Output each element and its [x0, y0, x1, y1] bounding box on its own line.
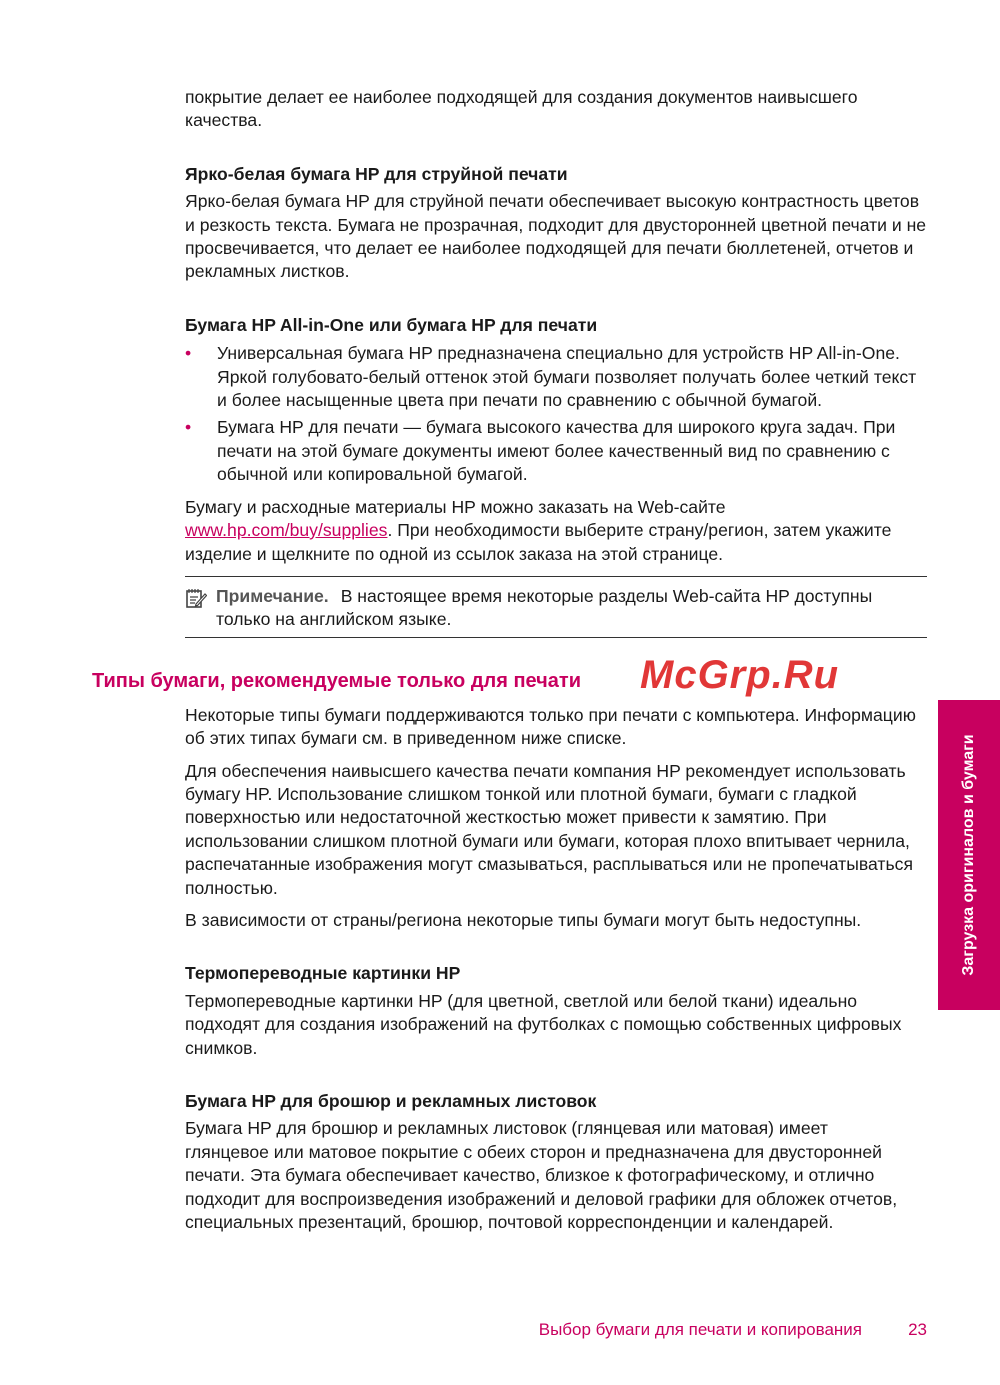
intro-paragraph: покрытие делает ее наиболее подходящей для создания документов наивысшего качества. [185, 87, 858, 131]
note [185, 576, 927, 638]
page-content [92, 86, 930, 1234]
order-text-after: . При необходимости выберите страну/регион, затем укажите изделие и щелкните по одной из ссылок заказа на этой странице. [185, 520, 892, 564]
supplies-link[interactable]: www.hp.com/buy/supplies [185, 520, 388, 541]
bullet-icon: • [185, 417, 192, 438]
bright-white-heading: Ярко-белая бумага HP для струйной печати [185, 163, 568, 184]
note-body [216, 585, 927, 632]
transfer-heading: Термопереводные картинки HP [185, 963, 461, 984]
brochure-text: Бумага HP для брошюр и рекламных листовок (глянцевая или матовая) имеет глянцевое или матовое покрытие с обеих сторон и предназначена для двусторонней печати. Эта бумага обеспечивает качество, близкое к фотографическому, и отлично подходит для воспроизведения изображений и деловой графики для обложек отчетов, специальных презентаций, брошюр, почтовой корреспонденции и календарей. [185, 1118, 898, 1233]
order-text: Бумагу и расходные материалы HP можно заказать на Web-сайте [185, 496, 726, 517]
brochure-heading: Бумага HP для брошюр и рекламных листовок [185, 1091, 597, 1111]
bullet-icon: • [185, 343, 192, 364]
chapter-side-tab [938, 700, 1000, 1010]
note-label: Примечание. [216, 585, 329, 606]
note-text: В настоящее время некоторые разделы Web-сайта HP доступны только на английском языке. [216, 585, 873, 630]
page-number: 23 [908, 1320, 927, 1339]
note-pencil-icon [185, 587, 207, 609]
section-heading-row [92, 652, 930, 697]
section-title: Типы бумаги, рекомендуемые только для печати [92, 669, 581, 692]
bright-white-text: Ярко-белая бумага HP для струйной печати обеспечивает высокую контрастность цветов и резкость текста. Бумага не прозрачная, подходит для двусторонней цветной печати и не просвечивается, что делает ее наиболее подходящей для печати бюллетеней, отчетов и рекламных листков. [185, 191, 927, 282]
section-paragraph: Для обеспечения наивысшего качества печати компания HP рекомендует использовать бумагу HP. Использование слишком тонкой или плотной бумаги, бумаги с гладкой поверхностью или недостаточной жесткостью может привести к замятию. При использовании слишком плотной бумаги или бумаги, которая плохо впитывает чернила, распечатанные изображения могут смазываться, расплываться или не пропечатываться полностью. [185, 760, 913, 898]
allinone-heading: Бумага HP All-in-One или бумага HP для печати [185, 314, 598, 335]
section-paragraph: Некоторые типы бумаги поддерживаются только при печати с компьютера. Информацию об этих типах бумаги см. в приведенном ниже списке. [185, 704, 916, 749]
order-paragraph [185, 496, 930, 566]
list-item-text: Универсальная бумага HP предназначена специально для устройств HP All-in-One. Яркой голубовато-белый оттенок этой бумаги позволяет получать более четкий текст и более насыщенные цвета при печати по сравнению с обычной бумагой. [217, 343, 917, 411]
list-item-text: Бумага HP для печати — бумага высокого качества для широкого круга задач. При печати на этой бумаге документы имеют более качественный вид по сравнению с обычной или копировальной бумагой. [217, 417, 896, 485]
chapter-side-tab-label: Загрузка оригиналов и бумаги [960, 734, 977, 976]
footer-chapter: Выбор бумаги для печати и копирования [538, 1320, 862, 1339]
transfer-text: Термопереводные картинки HP (для цветной, светлой или белой ткани) идеально подходят для создания изображений на футболках с помощью собственных цифровых снимков. [185, 990, 902, 1058]
watermark: McGrp.Ru [640, 652, 840, 697]
section-paragraph: В зависимости от страны/региона некоторые типы бумаги могут быть недоступны. [185, 909, 862, 930]
list-item [185, 342, 930, 412]
list-item [185, 416, 930, 486]
